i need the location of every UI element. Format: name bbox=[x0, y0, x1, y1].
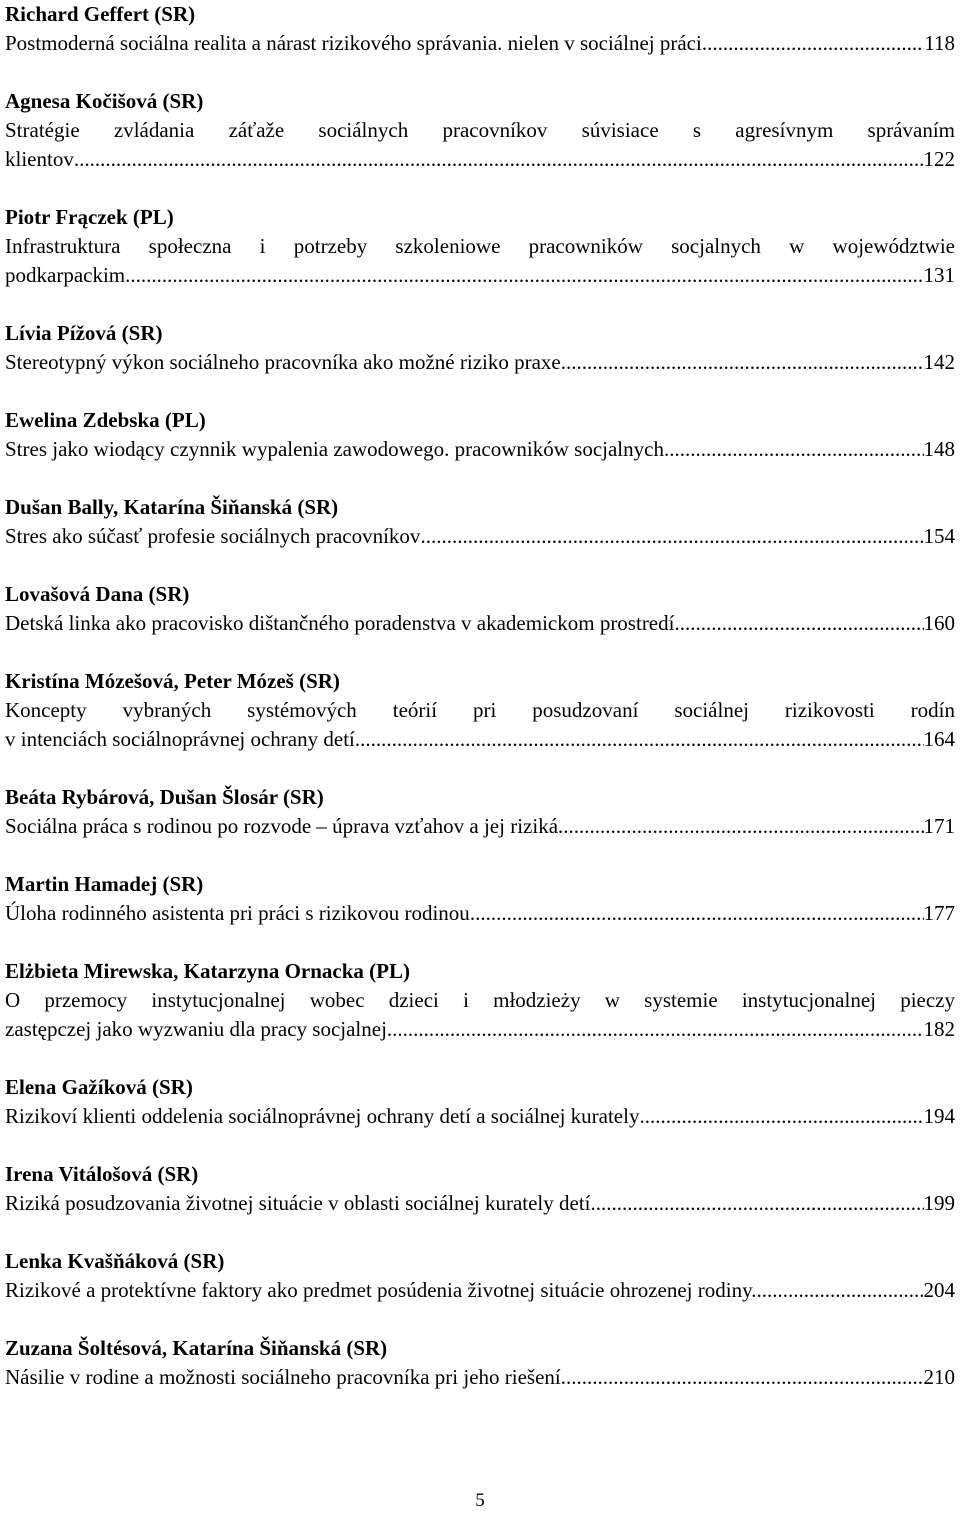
toc-entry-title bbox=[5, 725, 955, 754]
toc-entry-page: 182 bbox=[923, 1017, 955, 1041]
toc-entry-title bbox=[5, 522, 955, 551]
table-of-contents bbox=[5, 0, 955, 1392]
toc-entry-title-text: Postmoderná sociálna realita a nárast rizikového správania. nielen v sociálnej práci. bbox=[5, 31, 708, 55]
toc-leader-dots bbox=[420, 522, 923, 551]
toc-entry bbox=[5, 1073, 955, 1131]
toc-entry-authors: Richard Geffert (SR) bbox=[5, 2, 196, 26]
toc-entry bbox=[5, 319, 955, 377]
toc-entry-title-text: Stres ako súčasť profesie sociálnych pracovníkov bbox=[5, 524, 421, 548]
toc-entry-page: 131 bbox=[923, 263, 955, 287]
toc-entry-authors: Agnesa Kočišová (SR) bbox=[5, 89, 204, 113]
toc-entry-authors: Lenka Kvašňáková (SR) bbox=[5, 1249, 225, 1273]
toc-entry-title bbox=[5, 899, 955, 928]
toc-entry-page: 210 bbox=[923, 1365, 955, 1389]
toc-entry-title-text: Riziká posudzovania životnej situácie v oblasti sociálnej kurately detí bbox=[5, 1191, 591, 1215]
toc-entry bbox=[5, 87, 955, 174]
toc-leader-dots bbox=[591, 1189, 924, 1218]
toc-entry-authors: Zuzana Šoltésová, Katarína Šiňanská (SR) bbox=[5, 1336, 388, 1360]
toc-entry bbox=[5, 783, 955, 841]
toc-entry-authors: Elena Gažíková (SR) bbox=[5, 1075, 193, 1099]
toc-entry-authors: Irena Vitálošová (SR) bbox=[5, 1162, 199, 1186]
toc-entry-title-text: Stres jako wiodący czynnik wypalenia zawodowego. pracowników socjalnych. bbox=[5, 437, 670, 461]
toc-entry-title bbox=[5, 1363, 955, 1392]
toc-leader-dots bbox=[470, 899, 924, 928]
toc-entry-title-text: Sociálna práca s rodinou po rozvode – úprava vzťahov a jej riziká bbox=[5, 814, 559, 838]
toc-entry-title bbox=[5, 1189, 955, 1218]
toc-entry-title-line: Infrastruktura społeczna i potrzeby szkoleniowe pracowników socjalnych w województwie bbox=[5, 234, 955, 258]
toc-entry-page: 194 bbox=[923, 1104, 955, 1128]
toc-entry-authors: Lovašová Dana (SR) bbox=[5, 582, 190, 606]
toc-entry-authors: Dušan Bally, Katarína Šiňanská (SR) bbox=[5, 495, 339, 519]
toc-entry bbox=[5, 667, 955, 754]
toc-entry bbox=[5, 493, 955, 551]
toc-entry-page: 160 bbox=[923, 611, 955, 635]
toc-entry-title bbox=[5, 435, 955, 464]
toc-entry-title bbox=[5, 1102, 955, 1131]
toc-entry-title-text: Rizikoví klienti oddelenia sociálnoprávnej ochrany detí a sociálnej kurately bbox=[5, 1104, 640, 1128]
toc-leader-dots bbox=[387, 1015, 924, 1044]
toc-entry-authors: Elżbieta Mirewska, Katarzyna Ornacka (PL) bbox=[5, 959, 410, 983]
toc-entry-title-text: podkarpackim bbox=[5, 263, 126, 287]
toc-entry bbox=[5, 1334, 955, 1392]
toc-leader-dots bbox=[639, 1102, 923, 1131]
toc-entry-title bbox=[5, 609, 955, 638]
toc-leader-dots bbox=[707, 29, 924, 58]
toc-entry-title-text: zastępczej jako wyzwaniu dla pracy socjalnej bbox=[5, 1017, 387, 1041]
toc-leader-dots bbox=[74, 145, 924, 174]
toc-leader-dots bbox=[125, 261, 923, 290]
toc-entry bbox=[5, 406, 955, 464]
toc-entry-page: 148 bbox=[923, 437, 955, 461]
toc-entry-page: 199 bbox=[923, 1191, 955, 1215]
toc-entry-authors: Beáta Rybárová, Dušan Šlosár (SR) bbox=[5, 785, 324, 809]
toc-entry-authors: Lívia Pížová (SR) bbox=[5, 321, 163, 345]
toc-entry-page: 118 bbox=[924, 31, 955, 55]
toc-entry-authors: Martin Hamadej (SR) bbox=[5, 872, 204, 896]
toc-entry-title bbox=[5, 348, 955, 377]
toc-leader-dots bbox=[561, 348, 924, 377]
toc-entry-title-text: klientov bbox=[5, 147, 74, 171]
toc-entry-title-text: Rizikové a protektívne faktory ako predmet posúdenia životnej situácie ohrozenej rodiny.. bbox=[5, 1278, 762, 1302]
toc-entry-page: 154 bbox=[923, 524, 955, 548]
toc-leader-dots bbox=[680, 609, 924, 638]
toc-leader-dots bbox=[669, 435, 923, 464]
toc-entry-page: 171 bbox=[923, 814, 955, 838]
toc-entry-page: 177 bbox=[923, 901, 955, 925]
toc-entry bbox=[5, 1160, 955, 1218]
toc-entry-authors: Piotr Frączek (PL) bbox=[5, 205, 174, 229]
toc-entry-title-text: Stereotypný výkon sociálneho pracovníka ako možné riziko praxe bbox=[5, 350, 561, 374]
toc-entry bbox=[5, 203, 955, 290]
toc-leader-dots bbox=[558, 812, 923, 841]
toc-entry-page: 142 bbox=[923, 350, 955, 374]
toc-leader-dots bbox=[561, 1363, 924, 1392]
toc-entry bbox=[5, 580, 955, 638]
toc-entry-title-line: Koncepty vybraných systémových teórií pri posudzovaní sociálnej rizikovosti rodín bbox=[5, 698, 955, 722]
toc-entry-page: 122 bbox=[923, 147, 955, 171]
toc-entry bbox=[5, 0, 955, 58]
toc-entry-title-text: v intenciách sociálnoprávnej ochrany detí bbox=[5, 727, 355, 751]
toc-entry-title-line: O przemocy instytucjonalnej wobec dzieci i młodzieży w systemie instytucjonalnej pieczy bbox=[5, 988, 955, 1012]
toc-entry-authors: Ewelina Zdebska (PL) bbox=[5, 408, 206, 432]
toc-entry bbox=[5, 1247, 955, 1305]
toc-entry-page: 204 bbox=[923, 1278, 955, 1302]
page-number: 5 bbox=[475, 1490, 485, 1511]
toc-entry-title-line: Stratégie zvládania záťaže sociálnych pracovníkov súvisiace s agresívnym správaním bbox=[5, 118, 955, 142]
toc-entry-authors: Kristína Mózešová, Peter Mózeš (SR) bbox=[5, 669, 340, 693]
toc-entry-title bbox=[5, 29, 955, 58]
toc-entry-title bbox=[5, 1276, 955, 1305]
toc-entry-title bbox=[5, 812, 955, 841]
toc-entry-title-text: Detská linka ako pracovisko dištančného poradenstva v akademickom prostredí. bbox=[5, 611, 680, 635]
toc-entry-title bbox=[5, 145, 955, 174]
toc-entry-page: 164 bbox=[923, 727, 955, 751]
toc-entry bbox=[5, 957, 955, 1044]
toc-entry-title-text: Úloha rodinného asistenta pri práci s rizikovou rodinou bbox=[5, 901, 470, 925]
toc-leader-dots bbox=[355, 725, 924, 754]
toc-entry-title bbox=[5, 1015, 955, 1044]
toc-entry-title bbox=[5, 261, 955, 290]
toc-leader-dots bbox=[762, 1276, 924, 1305]
toc-entry bbox=[5, 870, 955, 928]
toc-entry-title-text: Násilie v rodine a možnosti sociálneho pracovníka pri jeho riešení bbox=[5, 1365, 561, 1389]
